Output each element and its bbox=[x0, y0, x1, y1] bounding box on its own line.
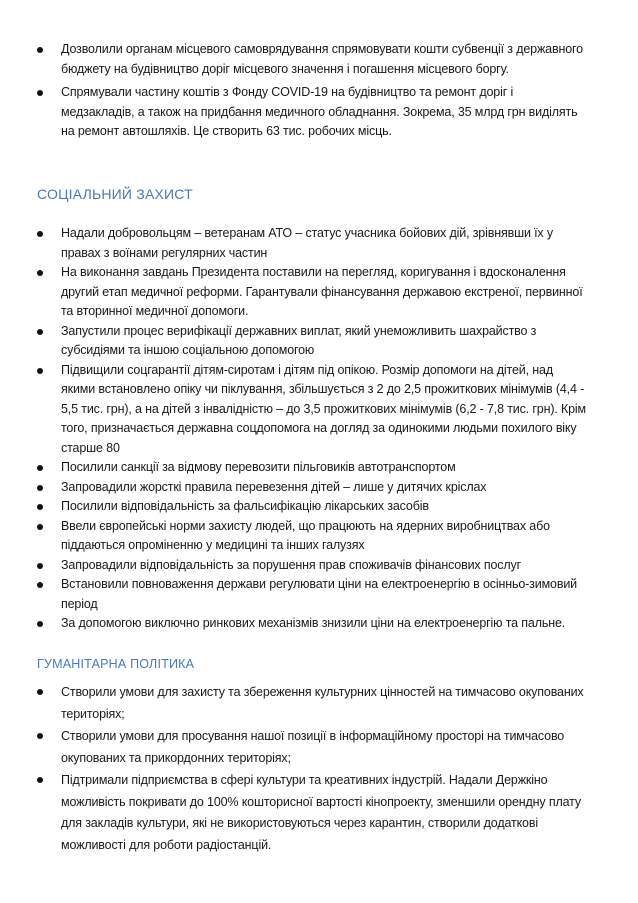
list-item bbox=[0, 726, 638, 769]
list-item-text: Надали добровольцям – ветеранам АТО – статус учасника бойових дій, зрівнявши їх у правах з воїнами регулярних частин bbox=[61, 226, 553, 260]
bullet-icon bbox=[37, 270, 43, 276]
list-item-text: Спрямували частину коштів з Фонду COVID-19 на будівництво та ремонт доріг і медзакладів, а також на придбання медичного обладнання. Зокрема, 35 млрд грн виділять на ремонт автошляхів. Це створить 63 тис. робочих місць. bbox=[61, 85, 578, 138]
bullet-icon bbox=[37, 231, 43, 237]
list-item bbox=[0, 497, 638, 517]
list-item-text: Встановили повноваження держави регулювати ціни на електроенергію в осінньо-зимовий період bbox=[61, 577, 577, 611]
list-item bbox=[0, 458, 638, 478]
list-item-text: Посилили відповідальність за фальсифікацію лікарських засобів bbox=[61, 499, 429, 513]
list-item bbox=[0, 40, 638, 79]
list-item-text: На виконання завдань Президента поставили на перегляд, коригування і вдосконалення другий етап медичної реформи. Гарантували фінансування державою екстреної, первинної та вторинної медичної допомоги. bbox=[61, 265, 583, 318]
list-item-text: За допомогою виключно ринкових механізмів знизили ціни на електроенергію та пальне. bbox=[61, 616, 566, 630]
humanitarian-list bbox=[0, 682, 638, 856]
list-item bbox=[0, 682, 638, 725]
bullet-icon bbox=[37, 47, 43, 53]
list-item bbox=[0, 770, 638, 856]
list-item bbox=[0, 478, 638, 498]
list-item bbox=[0, 517, 638, 556]
bullet-icon bbox=[37, 368, 43, 374]
list-item bbox=[0, 614, 638, 634]
bullet-icon bbox=[37, 90, 43, 96]
social-list bbox=[0, 224, 638, 634]
list-item bbox=[0, 224, 638, 263]
list-item-text: Запровадили відповідальність за порушення прав споживачів фінансових послуг bbox=[61, 557, 522, 572]
list-item bbox=[0, 575, 638, 614]
list-item-text: Ввели європейські норми захисту людей, що працюють на ядерних виробництвах або піддаються опроміненню у медицині та інших галузях bbox=[61, 518, 550, 552]
bullet-icon bbox=[37, 582, 43, 588]
bullet-icon bbox=[37, 733, 43, 739]
list-item-text: Дозволили органам місцевого самоврядування спрямовувати кошти субвенції з державного бюджету на будівництво доріг місцевого значення і погашення місцевого боргу. bbox=[61, 42, 583, 76]
section-heading-social: СОЦІАЛЬНИЙ ЗАХИСТ bbox=[37, 186, 193, 202]
list-item bbox=[0, 322, 638, 361]
list-item-text: Посилили санкції за відмову перевозити пільговиків автотранспортом bbox=[61, 460, 456, 474]
list-item bbox=[0, 263, 638, 322]
list-item-text: Підтримали підприємства в сфері культури та креативних індустрій. Надали Держкіно можливість покривати до 100% кошторисної вартості кінопроекту, зменшили орендну плату для закладів культури, які не використовуються через карантин, створили додаткові можливості для роботи радіостанцій. bbox=[61, 773, 581, 852]
bullet-icon bbox=[37, 465, 43, 471]
bullet-icon bbox=[37, 689, 43, 695]
bullet-icon bbox=[37, 485, 43, 491]
intro-list bbox=[0, 40, 638, 142]
list-item bbox=[0, 83, 638, 142]
list-item-text: Створили умови для просування нашої позиції в інформаційному просторі на тимчасово окупованих та прикордонних територіях; bbox=[61, 729, 565, 765]
list-item-text: Запустили процес верифікації державних виплат, який унеможливить шахрайство з субсидіями та іншою соціальною допомогою bbox=[61, 323, 537, 357]
bullet-icon bbox=[37, 621, 43, 627]
bullet-icon bbox=[37, 563, 43, 569]
list-item-text: Підвищили соцгарантії дітям-сиротам і дітям під опікою. Розмір допомоги на дітей, над якими встановлено опіку чи піклування, збільшується з 2 до 2,5 прожиткових мінімумів (4,4 - 5,5 тис. грн), а на дітей з інвалідністю – до 3,5 прожиткових мінімумів (6,2 - 7,8 тис. грн). Крім того, призначається державна соцдопомога на догляд за одинокими людьми похилого віку старше 80 bbox=[61, 362, 587, 455]
list-item bbox=[0, 361, 638, 459]
bullet-icon bbox=[37, 504, 43, 510]
bullet-icon bbox=[37, 524, 43, 530]
section-heading-humanitarian: ГУМАНІТАРНА ПОЛІТИКА bbox=[37, 657, 195, 671]
list-item-text: Створили умови для захисту та збереження культурних цінностей на тимчасово окупованих територіях; bbox=[61, 685, 584, 721]
list-item-text: Запровадили жорсткі правила перевезення дітей – лише у дитячих кріслах bbox=[61, 479, 487, 494]
list-item bbox=[0, 556, 638, 576]
bullet-icon bbox=[37, 329, 43, 335]
bullet-icon bbox=[37, 777, 43, 783]
